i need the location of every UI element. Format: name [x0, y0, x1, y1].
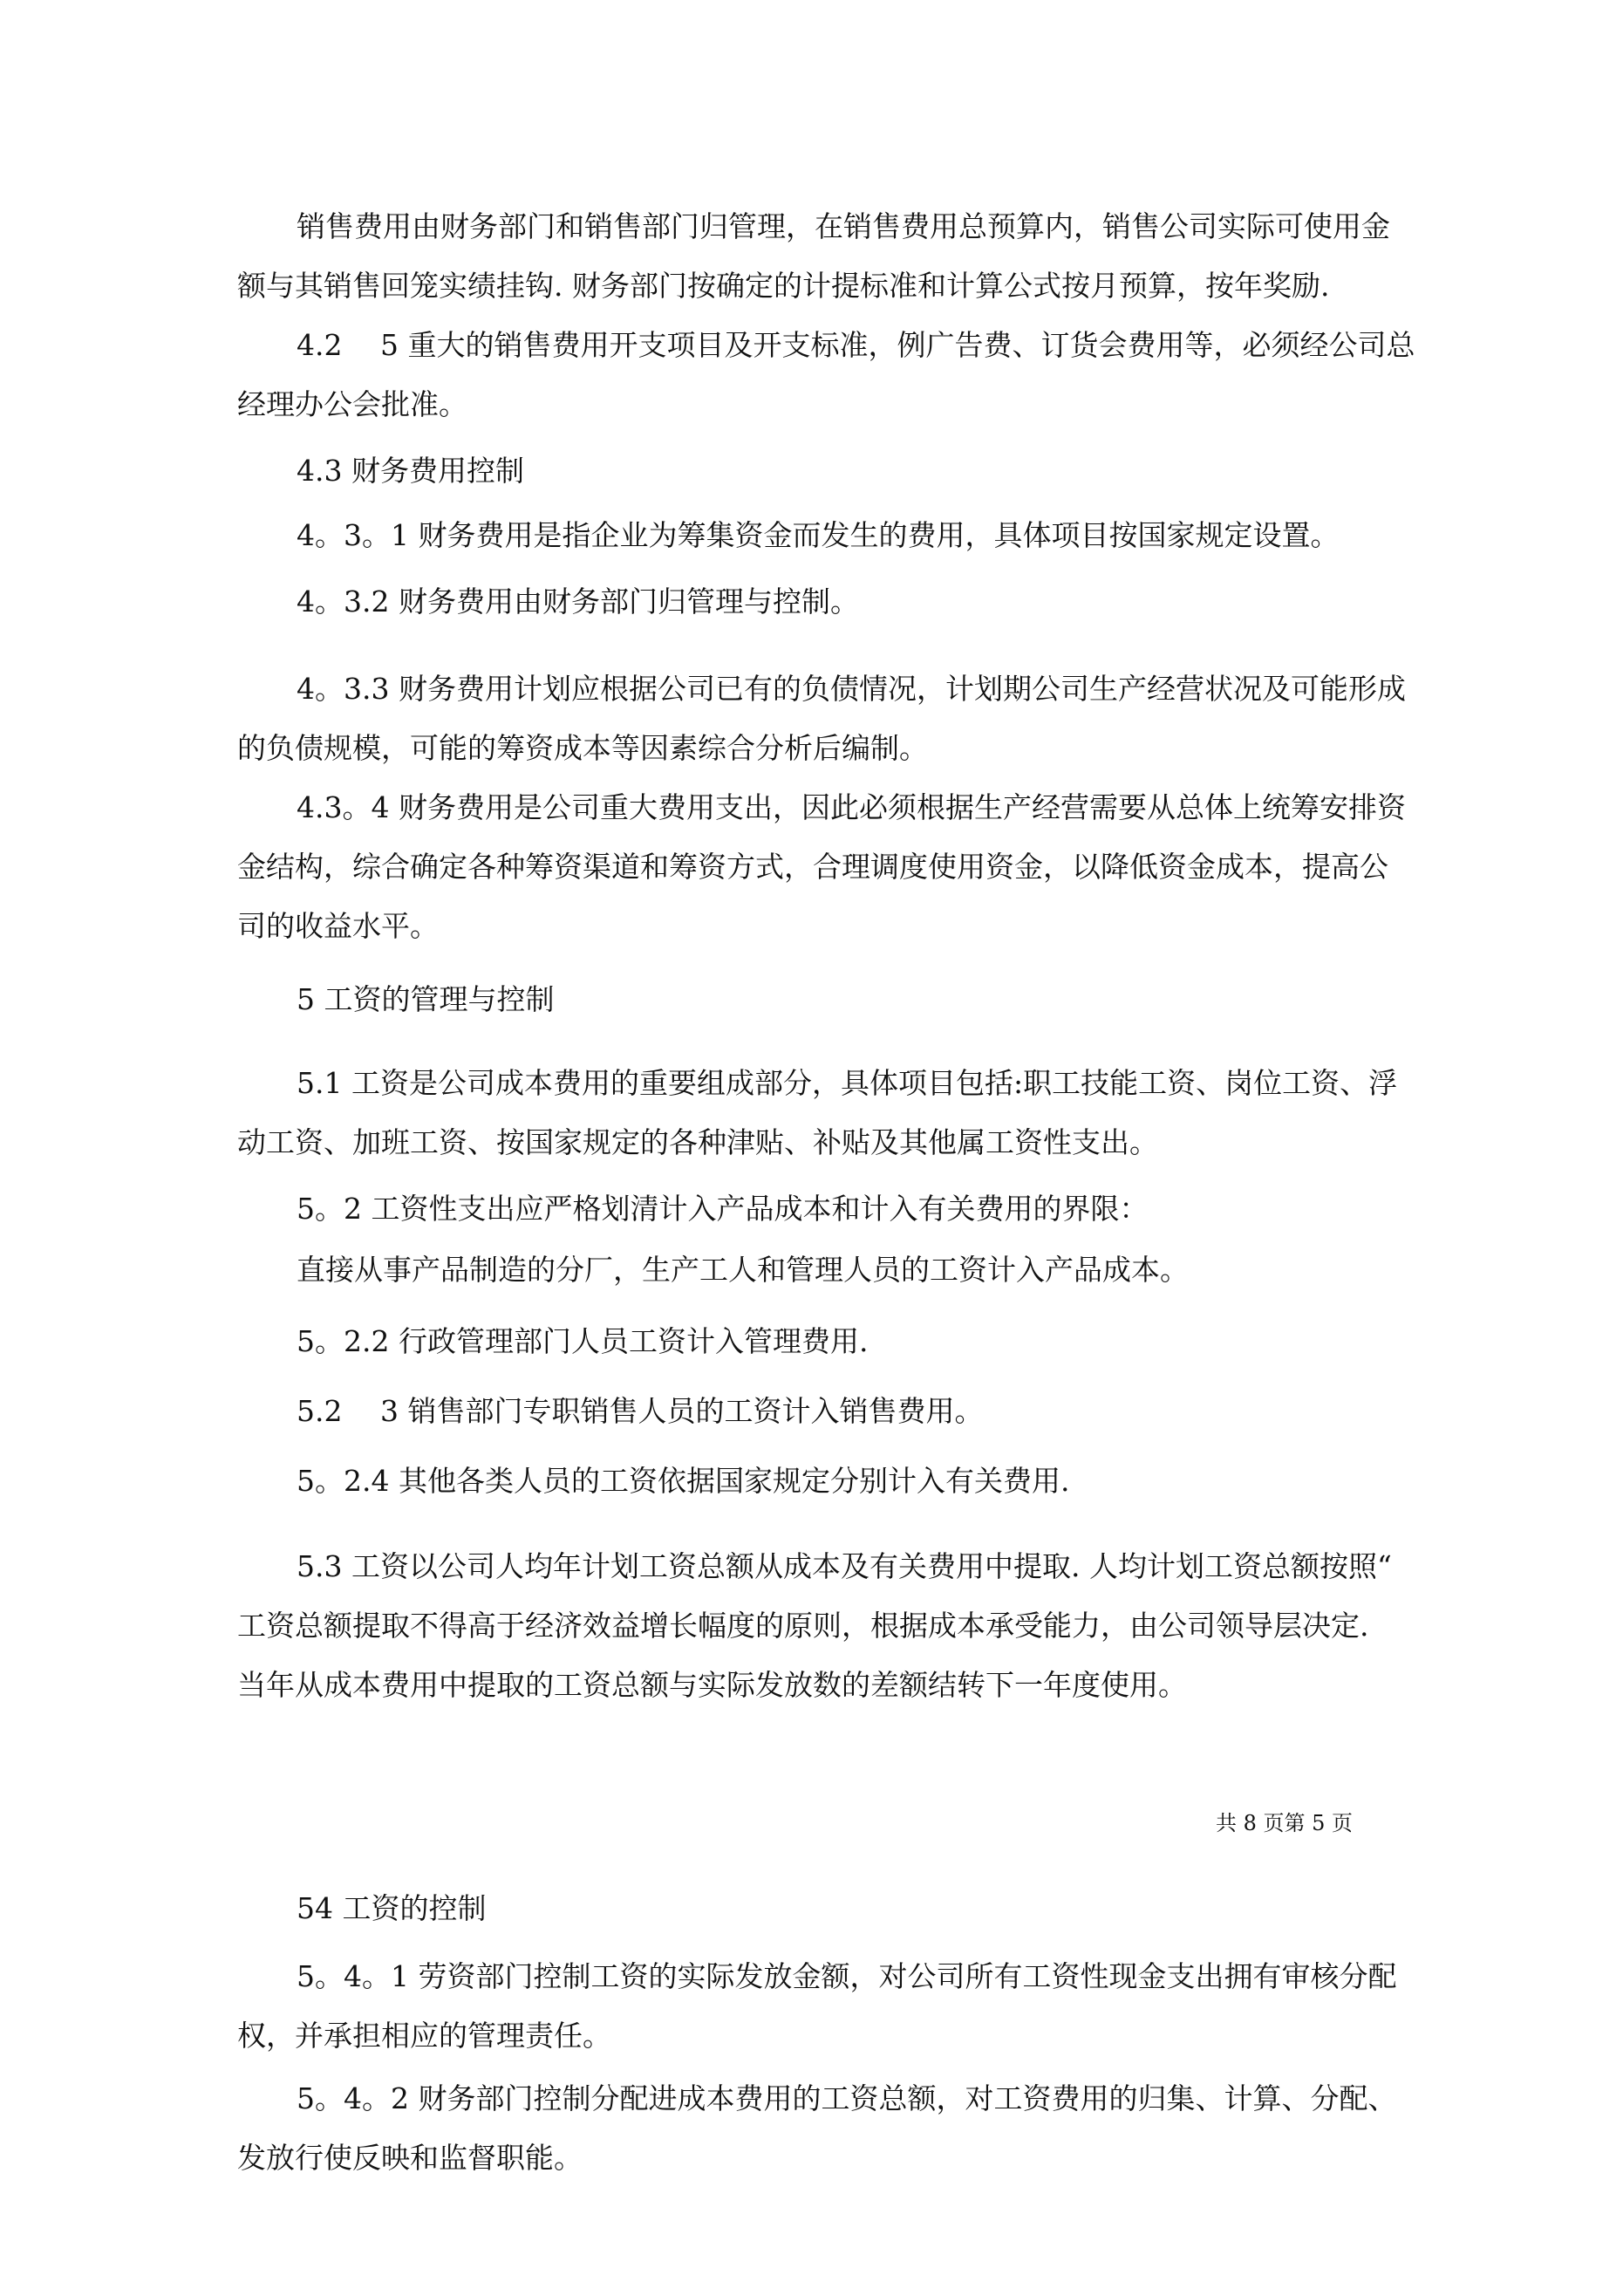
text-line: 5。2.2 行政管理部门人员工资计入管理费用. — [297, 1324, 869, 1358]
text-line: 5.1 工资是公司成本费用的重要组成部分，具体项目包括:职工技能工资、岗位工资、浮 — [297, 1066, 1398, 1100]
text-line: 发放行使反映和监督职能。 — [237, 2141, 583, 2175]
paragraph-selling-expense-management — [237, 197, 1454, 316]
paragraph-other-wages — [237, 1452, 1454, 1511]
text-line: 5 工资的管理与控制 — [297, 982, 555, 1016]
paragraph-wage-components — [237, 1054, 1454, 1172]
paragraph-finance-dept-wage-control — [237, 2069, 1454, 2188]
page-number-footer: 共 8 页第 5 页 — [1215, 1811, 1353, 1835]
paragraph-financial-expense-management — [237, 572, 1454, 632]
text-line: 动工资、加班工资、按国家规定的各种津贴、补贴及其他属工资性支出。 — [237, 1125, 1158, 1159]
text-line: 当年从成本费用中提取的工资总额与实际发放数的差额结转下一年度使用。 — [237, 1668, 1187, 1702]
text-line: 4。3.3 财务费用计划应根据公司已有的负债情况，计划期公司生产经营状况及可能形成 — [297, 672, 1406, 706]
text-line: 经理办公会批准。 — [237, 387, 467, 421]
text-line: 4。3。1 财务费用是指企业为筹集资金而发生的费用，具体项目按国家规定设置。 — [297, 518, 1340, 552]
text-line: 工资总额提取不得高于经济效益增长幅度的原则，根据成本承受能力，由公司领导层决定. — [237, 1609, 1369, 1643]
text-line: 5。4。2 财务部门控制分配进成本费用的工资总额，对工资费用的归集、计算、分配、 — [297, 2081, 1397, 2115]
text-line: 额与其销售回笼实绩挂钩. 财务部门按确定的计提标准和计算公式按月预算，按年奖励. — [237, 269, 1330, 303]
text-line: 司的收益水平。 — [237, 909, 439, 943]
paragraph-major-selling-expense-items — [237, 316, 1454, 434]
paragraph-sales-wages — [237, 1382, 1454, 1441]
paragraph-financial-expense-definition — [237, 506, 1454, 565]
section-heading-financial-expense-control — [237, 441, 1454, 501]
paragraph-admin-wages — [237, 1312, 1454, 1371]
text-line: 金结构，综合确定各种筹资渠道和筹资方式，合理调度使用资金，以降低资金成本，提高公 — [237, 850, 1388, 884]
text-line: 销售费用由财务部门和销售部门归管理，在销售费用总预算内，销售公司实际可使用金 — [297, 209, 1390, 243]
text-line: 的负债规模，可能的筹资成本等因素综合分析后编制。 — [237, 731, 928, 765]
paragraph-financial-expense-major-spending — [237, 778, 1454, 956]
text-line: 直接从事产品制造的分厂，生产工人和管理人员的工资计入产品成本。 — [297, 1253, 1189, 1287]
section-heading-wage-control — [237, 1879, 1454, 1938]
paragraph-wage-expense-boundary — [237, 1179, 1454, 1239]
text-line: 权，并承担相应的管理责任。 — [237, 2019, 611, 2053]
text-line: 5.2 3 销售部门专职销售人员的工资计入销售费用。 — [297, 1394, 984, 1428]
text-line: 4.2 5 重大的销售费用开支项目及开支标准，例广告费、订货会费用等，必须经公司总 — [297, 328, 1415, 362]
text-line: 5。2 工资性支出应严格划清计入产品成本和计入有关费用的界限： — [297, 1192, 1149, 1226]
text-line: 5。4。1 劳资部门控制工资的实际发放金额，对公司所有工资性现金支出拥有审核分配 — [297, 1959, 1397, 1993]
text-line: 4。3.2 财务费用由财务部门归管理与控制。 — [297, 584, 859, 618]
text-line: 4.3。4 财务费用是公司重大费用支出，因此必须根据生产经营需要从总体上统筹安排资 — [297, 790, 1406, 824]
paragraph-direct-production-wages — [237, 1240, 1454, 1300]
text-line: 5。2.4 其他各类人员的工资依据国家规定分别计入有关费用. — [297, 1464, 1070, 1498]
text-line: 5.3 工资以公司人均年计划工资总额从成本及有关费用中提取. 人均计划工资总额按照“ — [297, 1549, 1392, 1583]
text-line: 54 工资的控制 — [297, 1891, 487, 1925]
paragraph-financial-expense-plan — [237, 659, 1454, 778]
paragraph-labor-dept-wage-control — [237, 1947, 1454, 2066]
text-line: 4.3 财务费用控制 — [297, 454, 524, 488]
section-heading-wage-management — [237, 970, 1454, 1029]
paragraph-wage-total-extraction — [237, 1537, 1454, 1715]
